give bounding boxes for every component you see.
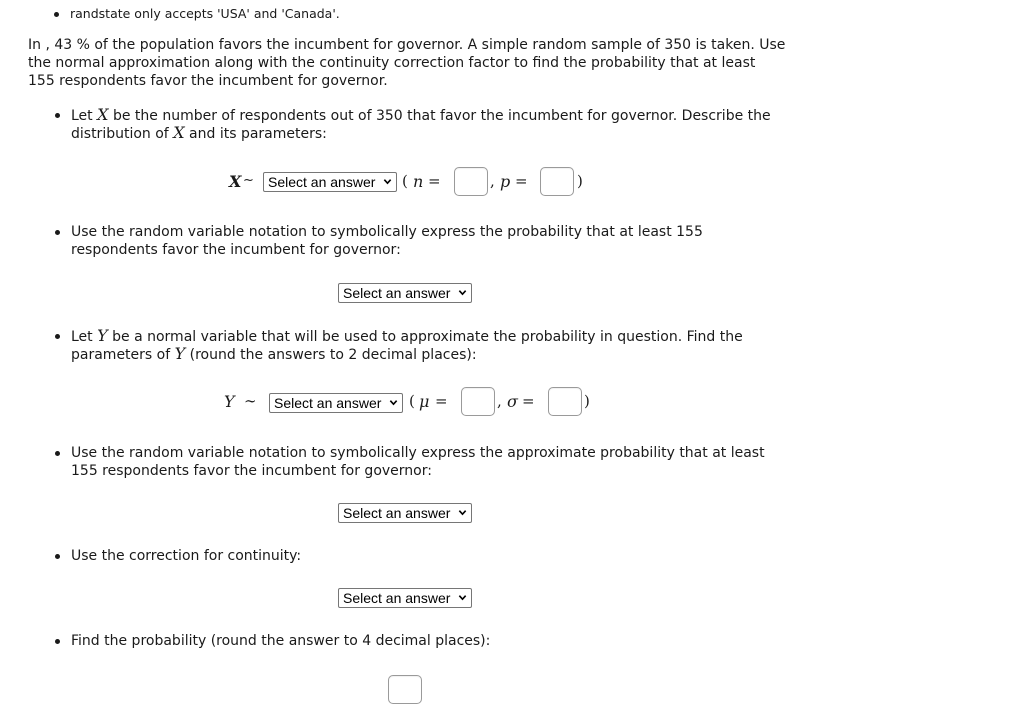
sigma-equals: = [522, 392, 535, 410]
probability-answer-input[interactable] [388, 675, 422, 704]
x-open-paren: ( [402, 172, 408, 190]
chevron-down-icon [383, 177, 392, 186]
var-x-2: X [173, 123, 185, 142]
x-tilde: ~ [243, 173, 254, 188]
x-dist-label: X [229, 172, 242, 191]
continuity-correction-select[interactable] [338, 588, 472, 608]
chevron-down-icon [458, 508, 467, 517]
q4-line-2: 155 respondents favor the incumbent for governor: [71, 463, 432, 479]
intro-line-2: the normal approximation along with the continuity correction factor to find the probability that at least [28, 55, 756, 71]
q5-line-1: Use the correction for continuity: [71, 548, 302, 564]
probability-expression-select-label: Select an answer [343, 285, 451, 301]
q3-text-a: Let [71, 329, 98, 345]
sigma-label: σ [507, 392, 518, 411]
n-equals: = [428, 172, 441, 190]
n-comma: , [490, 172, 495, 190]
intro-line-3: 155 respondents favor the incumbent for governor. [28, 73, 388, 89]
q6-line-1: Find the probability (round the answer to 4 decimal places): [71, 633, 491, 649]
var-x: X [97, 105, 109, 124]
probability-expression-select[interactable] [338, 283, 472, 303]
y-open-paren: ( [409, 392, 415, 410]
q2-line-2: respondents favor the incumbent for governor: [71, 242, 401, 258]
p-input[interactable] [540, 167, 574, 196]
y-dist-label: Y [224, 392, 235, 411]
n-input[interactable] [454, 167, 488, 196]
continuity-correction-select-label: Select an answer [343, 590, 451, 606]
q3-line-1 [71, 327, 743, 346]
chevron-down-icon [458, 593, 467, 602]
q4-line-1: Use the random variable notation to symbolically express the approximate probability that at least [71, 445, 765, 461]
chevron-down-icon [458, 288, 467, 297]
q1-line-2 [71, 124, 327, 143]
sigma-input[interactable] [548, 387, 582, 416]
intro-line-1: In , 43 % of the population favors the incumbent for governor. A simple random sample of 350 is taken. Use [28, 37, 786, 53]
x-close-paren: ) [577, 172, 583, 190]
x-distribution-select-label: Select an answer [268, 174, 376, 190]
q3-text-b: be a normal variable that will be used to approximate the probability in question. Find the [107, 329, 743, 345]
q1-text-a: Let [71, 108, 98, 124]
var-y: Y [97, 326, 108, 345]
top-note-text: randstate only accepts 'USA' and 'Canada'. [70, 6, 340, 21]
q3-text-c: parameters of [71, 347, 175, 363]
mu-input[interactable] [461, 387, 495, 416]
chevron-down-icon [389, 398, 398, 407]
q2-line-1: Use the random variable notation to symbolically express the probability that at least 155 [71, 224, 703, 240]
x-distribution-select[interactable] [263, 172, 397, 192]
approx-probability-select-label: Select an answer [343, 505, 451, 521]
p-equals: = [515, 172, 528, 190]
y-distribution-select-label: Select an answer [274, 395, 382, 411]
y-close-paren: ) [584, 392, 590, 410]
q1-text-c: distribution of [71, 126, 174, 142]
y-tilde: ∼ [244, 392, 257, 410]
q3-line-2 [71, 345, 477, 364]
mu-comma: , [497, 392, 502, 410]
mu-equals: = [435, 392, 448, 410]
q1-text-d: and its parameters: [184, 126, 327, 142]
var-y-2: Y [174, 344, 186, 363]
mu-label: μ [419, 392, 430, 411]
q1-text-b: be the number of respondents out of 350 that favor the incumbent for governor. Describe the [108, 108, 771, 124]
q3-text-d: (round the answers to 2 decimal places): [185, 347, 477, 363]
p-label: p [500, 172, 511, 191]
n-label: n [413, 172, 424, 191]
y-distribution-select[interactable] [269, 393, 403, 413]
top-note [70, 5, 340, 23]
approx-probability-select[interactable] [338, 503, 472, 523]
